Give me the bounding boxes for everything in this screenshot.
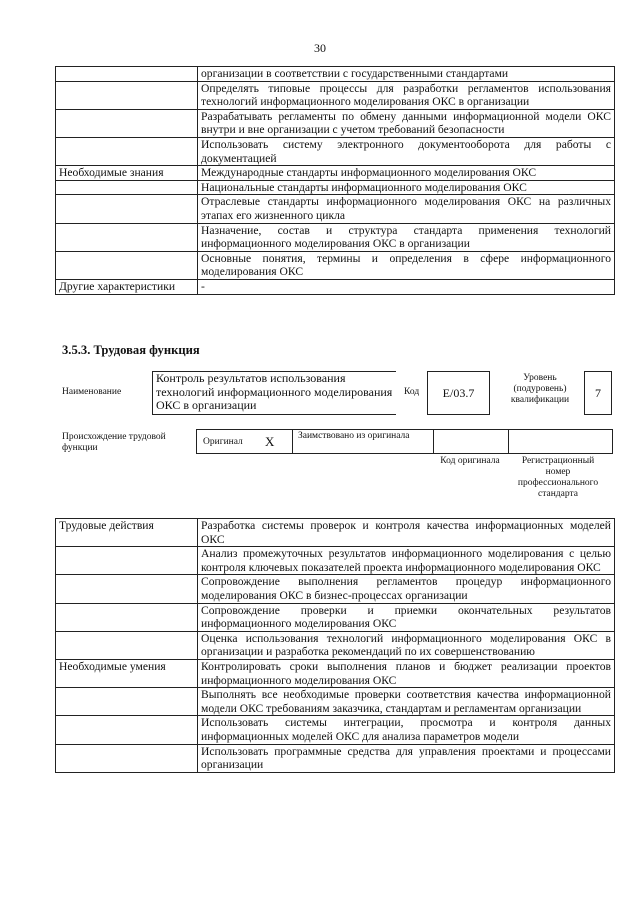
row-label (56, 137, 198, 165)
table-row (56, 631, 615, 659)
row-text: Разработка системы проверок и контроля качества информационных моделей ОКС (198, 519, 615, 547)
table-row (56, 659, 615, 687)
table-row (56, 180, 615, 195)
table-row (56, 67, 615, 82)
divider (292, 429, 293, 454)
table-row (56, 251, 615, 279)
level-label: Уровень (подуровень) квалификации (510, 373, 570, 405)
row-text: Национальные стандарты информационного моделирования ОКС (198, 180, 615, 195)
row-text: Анализ промежуточных результатов информационного моделирования с целью контроля ключевых показателей проекта информационного моделирования ОКС (198, 547, 615, 575)
row-text: Контролировать сроки выполнения планов и бюджет реализации проектов информационного моделирования ОКС (198, 659, 615, 687)
reg-caption: Регистрационный номер профессионального стандарта (517, 456, 599, 499)
divider (433, 429, 434, 454)
row-text: Использовать системы интеграции, просмотра и контроля данных информационных моделей ОКС для анализа параметров модели (198, 716, 615, 744)
row-label (56, 716, 198, 744)
row-text: Использовать программные средства для управления проектами и процессами организации (198, 744, 615, 772)
borrowed-label: Заимствовано из оригинала (298, 431, 410, 441)
table-row (56, 688, 615, 716)
row-text: Международные стандарты информационного моделирования ОКС (198, 166, 615, 181)
top-table (55, 66, 615, 295)
row-text: Сопровождение проверки и приемки окончательных результатов информационного моделирования ОКС (198, 603, 615, 631)
row-label: Необходимые умения (56, 659, 198, 687)
row-text: - (198, 279, 615, 294)
page-number: 30 (314, 41, 326, 55)
function-code: E/03.7 (427, 371, 490, 415)
row-label (56, 744, 198, 772)
original-mark: X (265, 434, 275, 449)
row-label (56, 603, 198, 631)
table-row (56, 223, 615, 251)
row-label (56, 547, 198, 575)
row-label (56, 81, 198, 109)
row-label: Необходимые знания (56, 166, 198, 181)
row-label: Другие характеристики (56, 279, 198, 294)
code-label: Код (404, 387, 420, 397)
table-row (56, 519, 615, 547)
table-row (56, 547, 615, 575)
section-title: 3.5.3. Трудовая функция (62, 343, 200, 357)
row-label (56, 223, 198, 251)
table-row (56, 603, 615, 631)
origin-label: Происхождение трудовой функции (62, 432, 166, 453)
row-label (56, 109, 198, 137)
row-text: Определять типовые процессы для разработки регламентов использования технологий информационного моделирования ОКС в организации (198, 81, 615, 109)
table-row (56, 81, 615, 109)
origin-box (196, 429, 613, 454)
row-text: Основные понятия, термины и определения в сфере информационного моделирования ОКС (198, 251, 615, 279)
table-row (56, 109, 615, 137)
table-row (56, 195, 615, 223)
table-row (56, 575, 615, 603)
row-text: Использовать систему электронного документооборота для работы с документацией (198, 137, 615, 165)
row-label (56, 195, 198, 223)
row-text: организации в соответствии с государственными стандартами (198, 67, 615, 82)
table-row (56, 166, 615, 181)
divider (508, 429, 509, 454)
row-label (56, 631, 198, 659)
row-label (56, 688, 198, 716)
table-row (56, 279, 615, 294)
code-caption: Код оригинала (440, 456, 500, 466)
row-label (56, 575, 198, 603)
row-label (56, 251, 198, 279)
table-row (56, 716, 615, 744)
row-label (56, 67, 198, 82)
function-name: Контроль результатов использования технологий информационного моделирования ОКС в организации (152, 371, 396, 415)
bottom-table (55, 518, 615, 773)
row-text: Выполнять все необходимые проверки соответствия качества информационной модели ОКС требованиям заказчика, стандартам и регламентам организации (198, 688, 615, 716)
original-label: Оригинал (203, 437, 243, 447)
row-text: Назначение, состав и структура стандарта применения технологий информационного моделирования ОКС в организации (198, 223, 615, 251)
row-text: Сопровождение выполнения регламентов процедур информационного моделирования ОКС в бизнес-процессах организации (198, 575, 615, 603)
table-row (56, 744, 615, 772)
row-text: Разрабатывать регламенты по обмену данными информационной модели ОКС внутри и вне организации с учетом требований безопасности (198, 109, 615, 137)
name-label: Наименование (62, 387, 122, 397)
row-label (56, 180, 198, 195)
row-text: Оценка использования технологий информационного моделирования ОКС в организации и разработка рекомендаций по их совершенствованию (198, 631, 615, 659)
row-text: Отраслевые стандарты информационного моделирования ОКС на различных этапах его жизненного цикла (198, 195, 615, 223)
row-label: Трудовые действия (56, 519, 198, 547)
level-value: 7 (584, 371, 612, 415)
table-row (56, 137, 615, 165)
